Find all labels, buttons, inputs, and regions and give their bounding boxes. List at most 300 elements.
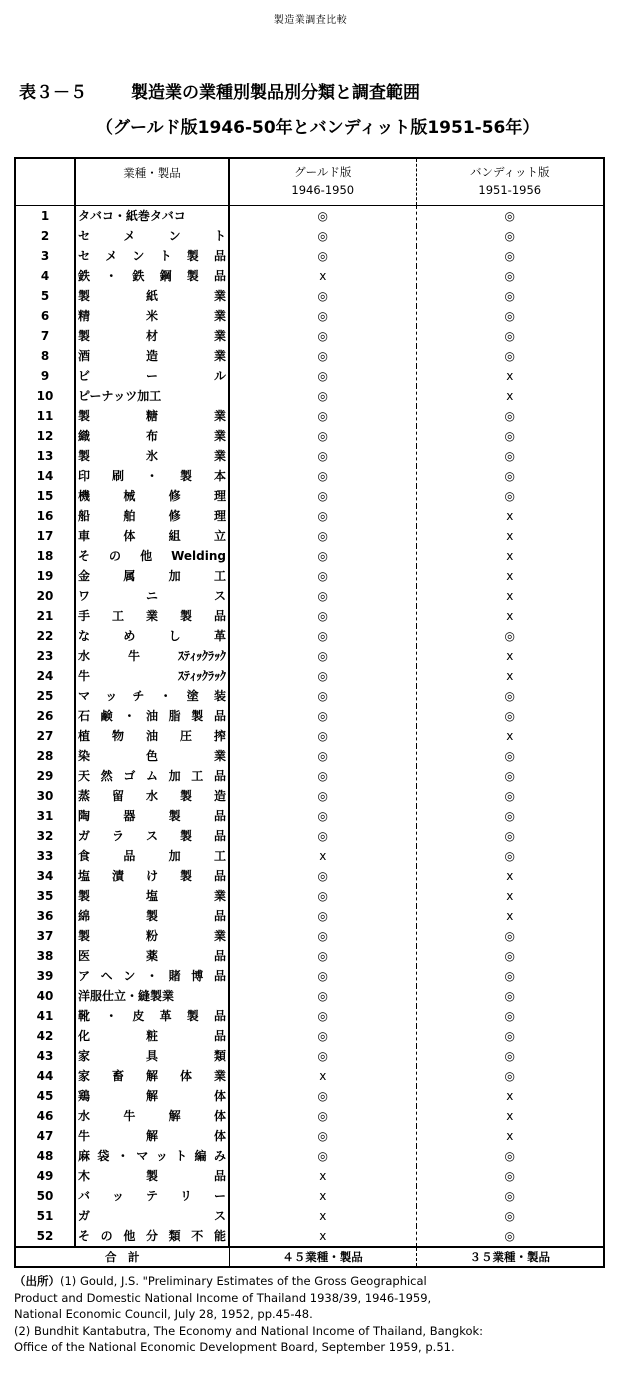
industry-name	[75, 286, 229, 306]
industry-name-part: 刷	[111, 469, 124, 483]
table-row	[15, 206, 604, 227]
bundhit-coverage-mark: ◎	[504, 1189, 515, 1203]
industry-name-part: 業	[213, 449, 226, 463]
industry-name-part: 油	[145, 709, 158, 723]
source-label: （出所）	[14, 1274, 60, 1288]
industry-name-part: 植	[78, 729, 91, 743]
table-title-text: 製造業の業種別製品別分類と調査範囲	[131, 83, 420, 103]
bundhit-coverage-mark: ◎	[504, 229, 515, 243]
industry-name-text	[78, 1206, 226, 1226]
industry-name-part: ・	[116, 1149, 129, 1163]
industry-name-part: 他	[123, 1229, 136, 1243]
industry-name-part: ビ	[78, 369, 91, 383]
industry-name	[75, 1206, 229, 1226]
table-row	[15, 806, 604, 826]
industry-name-part: 業	[213, 749, 226, 763]
industry-name-text	[78, 506, 226, 526]
table-row	[15, 386, 604, 406]
industry-name-part: 能	[213, 1229, 226, 1243]
table-row	[15, 886, 604, 906]
gould-coverage-mark: ◎	[229, 1146, 416, 1166]
table-row	[15, 1066, 604, 1086]
table-row	[15, 1226, 604, 1247]
row-number: 49	[15, 1166, 75, 1186]
industry-name	[75, 506, 229, 526]
industry-name	[75, 886, 229, 906]
industry-name-part: 陶	[78, 809, 91, 823]
industry-name	[75, 746, 229, 766]
table-row	[15, 986, 604, 1006]
industry-name-part: 品	[213, 949, 226, 963]
industry-name-part: 属	[123, 569, 136, 583]
industry-name	[75, 1006, 229, 1026]
industry-name-part: 圧	[179, 729, 192, 743]
bundhit-coverage-mark: x	[506, 729, 514, 743]
industry-name	[75, 346, 229, 366]
industry-name	[75, 706, 229, 726]
industry-name	[75, 546, 229, 566]
industry-name-part: セ	[78, 229, 91, 243]
industry-name-part: マ	[136, 1149, 149, 1163]
industry-name-part: 牛	[123, 1109, 136, 1123]
industry-name-part: 蒸	[78, 789, 91, 803]
industry-name-text	[78, 1126, 226, 1146]
industry-name-part: 脂	[168, 709, 181, 723]
industry-name-text	[78, 486, 226, 506]
gould-coverage-mark: ◎	[229, 506, 416, 526]
industry-name-part: 他	[140, 549, 153, 563]
industry-name-part: 本	[213, 469, 226, 483]
industry-name-part: ニ	[145, 589, 158, 603]
industry-name-part: 塩	[145, 889, 158, 903]
header-bundhit-name: バンディット版	[469, 165, 550, 179]
bundhit-coverage-mark: ◎	[504, 929, 515, 943]
industry-name-part: 解	[145, 1089, 158, 1103]
bundhit-coverage-mark: ◎	[504, 1149, 515, 1163]
industry-name-part: リ	[179, 1189, 192, 1203]
industry-name-part: 船	[78, 509, 91, 523]
industry-name	[75, 226, 229, 246]
page-header: 製造業調査比較	[273, 15, 348, 26]
row-number: 5	[15, 286, 75, 306]
industry-name-part: 製	[78, 409, 91, 423]
row-number: 24	[15, 666, 75, 686]
industry-name-part: ｽﾃｨｯｸﾗｯｸ	[177, 669, 226, 683]
bundhit-coverage-mark: ◎	[504, 1169, 515, 1183]
row-number: 40	[15, 986, 75, 1006]
table-row	[15, 826, 604, 846]
industry-name	[75, 966, 229, 986]
row-number: 39	[15, 966, 75, 986]
industry-name-part: ッ	[105, 689, 118, 703]
industry-name-part: ル	[213, 369, 226, 383]
industry-name-part: 業	[213, 889, 226, 903]
industry-name	[75, 1086, 229, 1106]
row-number: 36	[15, 906, 75, 926]
industry-name-part: 綿	[78, 909, 91, 923]
row-number: 20	[15, 586, 75, 606]
industry-name-part: 賭	[168, 969, 181, 983]
industry-name-part: ス	[213, 589, 226, 603]
industry-name-part: 業	[213, 329, 226, 343]
industry-name-part: 理	[213, 489, 226, 503]
row-number: 48	[15, 1146, 75, 1166]
industry-name-part: 編	[194, 1149, 207, 1163]
industry-name-text	[78, 226, 226, 246]
industry-name-part: 精	[78, 309, 91, 323]
table-row	[15, 266, 604, 286]
table-row	[15, 746, 604, 766]
industry-name-part: 体	[213, 1089, 226, 1103]
industry-name-part: 畜	[111, 1069, 124, 1083]
industry-name-text	[78, 646, 226, 666]
industry-name	[75, 1226, 229, 1247]
industry-name-part: 造	[213, 789, 226, 803]
industry-name-part: 木	[78, 1169, 91, 1183]
industry-name-part: 氷	[145, 449, 158, 463]
industry-name-part: 加	[168, 569, 181, 583]
header-bundhit-years: 1951-1956	[478, 183, 542, 197]
industry-name-part: 業	[213, 429, 226, 443]
row-number: 52	[15, 1226, 75, 1247]
row-number: 15	[15, 486, 75, 506]
industry-name-part: 水	[145, 789, 158, 803]
table-row	[15, 566, 604, 586]
table-row	[15, 846, 604, 866]
bundhit-coverage-mark: ◎	[504, 209, 515, 223]
industry-name-part: Welding	[171, 549, 226, 563]
industry-name-part: 搾	[213, 729, 226, 743]
industry-name-text	[78, 1026, 226, 1046]
gould-coverage-mark: ◎	[229, 426, 416, 446]
industry-name-part: 業	[213, 309, 226, 323]
gould-coverage-mark: ◎	[229, 986, 416, 1006]
industry-name-part: 体	[213, 1129, 226, 1143]
bundhit-coverage-mark: ◎	[504, 429, 515, 443]
industry-name-part: 体	[179, 1069, 192, 1083]
industry-name-text	[78, 826, 226, 846]
gould-coverage-mark: ◎	[229, 466, 416, 486]
industry-name-text	[78, 966, 226, 986]
row-number: 13	[15, 446, 75, 466]
industry-name-text	[78, 726, 226, 746]
industry-name-part: 粉	[145, 929, 158, 943]
gould-coverage-mark: ◎	[229, 1126, 416, 1146]
gould-coverage-mark: ◎	[229, 306, 416, 326]
industry-name-text	[78, 546, 226, 566]
industry-name-part: 解	[145, 1129, 158, 1143]
bundhit-coverage-mark: x	[506, 389, 514, 403]
industry-name-part: ム	[145, 769, 158, 783]
table-row	[15, 1046, 604, 1066]
industry-name-text	[78, 286, 226, 306]
industry-name-part: 工	[191, 769, 204, 783]
industry-name-text	[78, 686, 226, 706]
industry-name-text	[78, 266, 226, 286]
industry-name-part: 品	[213, 1009, 226, 1023]
bundhit-coverage-mark: x	[506, 369, 514, 383]
table-subtitle: （グールド版1946-50年とバンディット版1951-56年）	[96, 118, 540, 138]
bundhit-coverage-mark: ◎	[504, 1229, 515, 1243]
bundhit-coverage-mark: ◎	[504, 829, 515, 843]
industry-name-text	[78, 586, 226, 606]
industry-name-part: 品	[213, 1029, 226, 1043]
industry-name	[75, 606, 229, 626]
industry-name	[75, 986, 229, 1006]
industry-name-part: バ	[78, 1189, 91, 1203]
row-number: 50	[15, 1186, 75, 1206]
bundhit-coverage-mark: ◎	[504, 269, 515, 283]
table-row	[15, 326, 604, 346]
row-number: 43	[15, 1046, 75, 1066]
industry-name-part: 米	[145, 309, 158, 323]
bundhit-coverage-mark: x	[506, 589, 514, 603]
bundhit-coverage-mark: ◎	[504, 1049, 515, 1063]
industry-name-part: 工	[111, 609, 124, 623]
bundhit-coverage-mark: x	[506, 669, 514, 683]
table-row	[15, 1186, 604, 1206]
table-row	[15, 926, 604, 946]
gould-coverage-mark: x	[229, 1066, 416, 1086]
industry-name	[75, 406, 229, 426]
industry-name-part: 製	[145, 1169, 158, 1183]
gould-coverage-mark: ◎	[229, 966, 416, 986]
industry-name	[75, 646, 229, 666]
table-row	[15, 486, 604, 506]
row-number: 27	[15, 726, 75, 746]
totals-label: 合 計	[15, 1247, 229, 1267]
industry-name-part: 製	[179, 609, 192, 623]
industry-name-text	[78, 326, 226, 346]
industry-name-text	[78, 426, 226, 446]
industry-name-part: 印	[78, 469, 91, 483]
table-row	[15, 1166, 604, 1186]
industry-name-part: し	[168, 629, 181, 643]
industry-name-text: タバコ・紙巻タバコ	[78, 209, 186, 223]
bundhit-coverage-mark: ◎	[504, 689, 515, 703]
table-row	[15, 866, 604, 886]
gould-coverage-mark: ◎	[229, 366, 416, 386]
industry-name-part: 分	[145, 1229, 158, 1243]
row-number: 7	[15, 326, 75, 346]
table-row	[15, 506, 604, 526]
industry-name-text	[78, 446, 226, 466]
industry-name-text	[78, 626, 226, 646]
table-row	[15, 446, 604, 466]
industry-name	[75, 666, 229, 686]
industry-name-part: 製	[78, 929, 91, 943]
industry-name-part: 麻	[78, 1149, 91, 1163]
industry-name	[75, 1106, 229, 1126]
gould-coverage-mark: ◎	[229, 746, 416, 766]
industry-name-part: ガ	[78, 829, 91, 843]
row-number: 31	[15, 806, 75, 826]
table-row	[15, 726, 604, 746]
industry-name-part: 油	[145, 729, 158, 743]
industry-name-part: 品	[213, 709, 226, 723]
bundhit-coverage-mark: ◎	[504, 709, 515, 723]
gould-coverage-mark: ◎	[229, 926, 416, 946]
bundhit-coverage-mark: ◎	[504, 329, 515, 343]
bundhit-coverage-mark: ◎	[504, 849, 515, 863]
industry-name-text	[78, 906, 226, 926]
header-gould	[229, 158, 416, 206]
industry-name	[75, 1146, 229, 1166]
row-number: 44	[15, 1066, 75, 1086]
bundhit-coverage-mark: x	[506, 609, 514, 623]
gould-coverage-mark: ◎	[229, 906, 416, 926]
industry-name-text	[78, 926, 226, 946]
industry-name-part: 機	[78, 489, 91, 503]
table-row	[15, 686, 604, 706]
table-row	[15, 946, 604, 966]
industry-name-part: 車	[78, 529, 91, 543]
industry-name-text	[78, 1186, 226, 1206]
row-number: 17	[15, 526, 75, 546]
industry-name-part: ガ	[78, 1209, 91, 1223]
industry-survey-table	[14, 157, 605, 1268]
industry-name-part: 然	[100, 769, 113, 783]
row-number: 32	[15, 826, 75, 846]
industry-name-part: 製	[191, 709, 204, 723]
industry-name-part: 石	[78, 709, 91, 723]
table-row	[15, 1206, 604, 1226]
row-number: 2	[15, 226, 75, 246]
gould-coverage-mark: ◎	[229, 486, 416, 506]
industry-name-text	[78, 766, 226, 786]
bundhit-coverage-mark: x	[506, 569, 514, 583]
table-row	[15, 626, 604, 646]
row-number: 25	[15, 686, 75, 706]
industry-name-part: 皮	[132, 1009, 145, 1023]
bundhit-coverage-mark: ◎	[504, 1069, 515, 1083]
industry-name-part: 解	[168, 1109, 181, 1123]
bundhit-coverage-mark: ◎	[504, 249, 515, 263]
industry-name-text	[78, 566, 226, 586]
bundhit-coverage-mark: x	[506, 529, 514, 543]
table-title	[19, 78, 420, 103]
industry-name-part: 靴	[78, 1009, 91, 1023]
industry-name-part: ッ	[155, 1149, 168, 1163]
industry-name-part: 不	[191, 1229, 204, 1243]
row-number: 19	[15, 566, 75, 586]
row-number: 9	[15, 366, 75, 386]
industry-name-text	[78, 526, 226, 546]
industry-name-text	[78, 366, 226, 386]
industry-name-part: ー	[213, 1189, 226, 1203]
totals-row	[15, 1247, 604, 1267]
gould-coverage-mark: ◎	[229, 346, 416, 366]
gould-coverage-mark: ◎	[229, 1086, 416, 1106]
industry-name	[75, 826, 229, 846]
gould-coverage-mark: ◎	[229, 866, 416, 886]
industry-name-text	[78, 706, 226, 726]
row-number: 46	[15, 1106, 75, 1126]
gould-coverage-mark: x	[229, 1226, 416, 1247]
bundhit-coverage-mark: x	[506, 549, 514, 563]
bundhit-coverage-mark: ◎	[504, 749, 515, 763]
industry-name-part: ラ	[111, 829, 124, 843]
header-gould-years: 1946-1950	[291, 183, 355, 197]
industry-name-part: ン	[168, 229, 181, 243]
industry-name-part: 糖	[145, 409, 158, 423]
industry-name-part: 粧	[145, 1029, 158, 1043]
industry-name-part: そ	[78, 1229, 91, 1243]
bundhit-coverage-mark: ◎	[504, 989, 515, 1003]
row-number: 4	[15, 266, 75, 286]
gould-coverage-mark: ◎	[229, 826, 416, 846]
source-item-1-line-1: (1) Gould, J.S. "Preliminary Estimates of the Gross Geographical	[60, 1274, 427, 1288]
industry-name-part: 装	[213, 689, 226, 703]
row-number: 21	[15, 606, 75, 626]
industry-name	[75, 246, 229, 266]
industry-name-part: 品	[213, 809, 226, 823]
gould-coverage-mark: ◎	[229, 286, 416, 306]
industry-name-part: 理	[213, 509, 226, 523]
table-row	[15, 1006, 604, 1026]
bundhit-coverage-mark: ◎	[504, 1009, 515, 1023]
industry-name	[75, 386, 229, 406]
industry-name-part: チ	[132, 689, 145, 703]
bundhit-coverage-mark: ◎	[504, 309, 515, 323]
row-number: 26	[15, 706, 75, 726]
industry-name-part: 牛	[78, 1129, 91, 1143]
table-row	[15, 606, 604, 626]
industry-name-part: 塩	[78, 869, 91, 883]
industry-name	[75, 926, 229, 946]
industry-name-part: 漬	[111, 869, 124, 883]
gould-coverage-mark: x	[229, 846, 416, 866]
gould-coverage-mark: ◎	[229, 206, 416, 227]
industry-name-part: 舶	[123, 509, 136, 523]
row-number: 11	[15, 406, 75, 426]
industry-name-part: ア	[78, 969, 91, 983]
industry-name-part: ト	[159, 249, 172, 263]
industry-name-part: 袋	[97, 1149, 110, 1163]
industry-name-part: 布	[145, 429, 158, 443]
industry-name-part: ン	[132, 249, 145, 263]
table-row	[15, 646, 604, 666]
industry-name-part: 製	[186, 269, 199, 283]
row-number: 33	[15, 846, 75, 866]
industry-name-part: 加	[168, 769, 181, 783]
table-row	[15, 1106, 604, 1126]
industry-name	[75, 326, 229, 346]
industry-name-part: 工	[213, 569, 226, 583]
industry-name-text	[78, 1006, 226, 1026]
row-number: 8	[15, 346, 75, 366]
row-number: 28	[15, 746, 75, 766]
table-row	[15, 1086, 604, 1106]
industry-name-part: 医	[78, 949, 91, 963]
table-row	[15, 1126, 604, 1146]
gould-coverage-mark: x	[229, 266, 416, 286]
industry-name-text	[78, 466, 226, 486]
row-number: 6	[15, 306, 75, 326]
industry-name-part: 品	[213, 269, 226, 283]
industry-name-part: セ	[78, 249, 91, 263]
totals-bundhit: ３５業種・製品	[416, 1247, 604, 1267]
row-number: 35	[15, 886, 75, 906]
row-number: 47	[15, 1126, 75, 1146]
industry-name	[75, 726, 229, 746]
industry-name-text	[78, 1086, 226, 1106]
row-number: 45	[15, 1086, 75, 1106]
industry-name-part: ・	[159, 689, 172, 703]
gould-coverage-mark: ◎	[229, 706, 416, 726]
industry-name-part: 物	[111, 729, 124, 743]
table-row	[15, 306, 604, 326]
